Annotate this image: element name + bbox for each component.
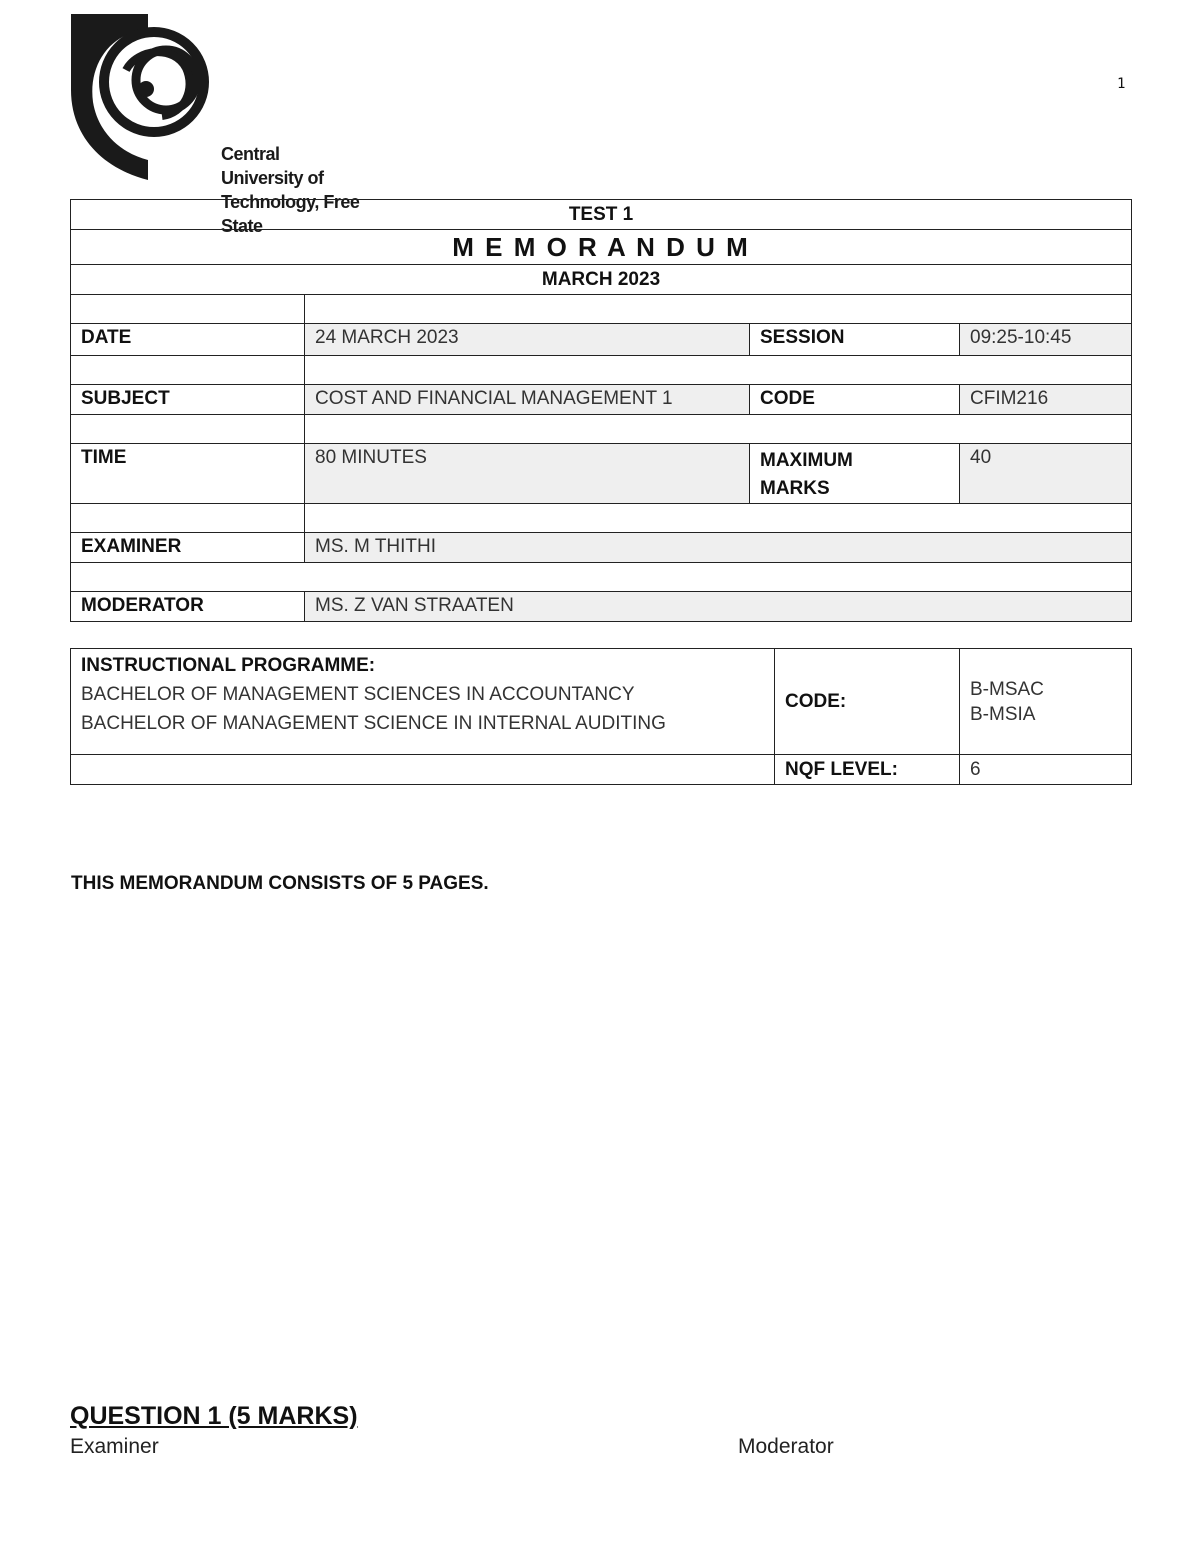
nqf-level-label: NQF LEVEL: bbox=[775, 755, 960, 785]
spacer-cell bbox=[71, 563, 1132, 592]
moderator-label: MODERATOR bbox=[71, 592, 305, 622]
spacer-cell bbox=[71, 295, 305, 324]
nqf-level-value: 6 bbox=[960, 755, 1132, 785]
subject-value: COST AND FINANCIAL MANAGEMENT 1 bbox=[305, 385, 750, 415]
spacer-cell bbox=[71, 504, 305, 533]
programme-code-values bbox=[960, 649, 1132, 755]
spacer-cell bbox=[305, 295, 1132, 324]
subject-label: SUBJECT bbox=[71, 385, 305, 415]
programme-code-1: B-MSAC bbox=[970, 678, 1044, 700]
date-label: DATE bbox=[71, 324, 305, 356]
logo-line-2: Technology, Free State bbox=[221, 192, 360, 236]
date-value: 24 MARCH 2023 bbox=[305, 324, 750, 356]
logo-line-1: Central University of bbox=[221, 144, 324, 188]
footer-moderator: Moderator bbox=[738, 1435, 834, 1458]
spacer-cell bbox=[71, 415, 305, 444]
programme-line-1: BACHELOR OF MANAGEMENT SCIENCES IN ACCOUNTANCY bbox=[81, 684, 635, 705]
spacer-cell bbox=[305, 415, 1132, 444]
programme-cell bbox=[71, 649, 775, 755]
footer-examiner: Examiner bbox=[70, 1435, 159, 1458]
spacer-cell bbox=[305, 504, 1132, 533]
programme-code-2: B-MSIA bbox=[970, 703, 1036, 725]
university-logo bbox=[66, 10, 366, 236]
spacer-cell bbox=[305, 356, 1132, 385]
code-label: CODE bbox=[750, 385, 960, 415]
spacer-cell bbox=[71, 356, 305, 385]
month-title: MARCH 2023 bbox=[71, 265, 1132, 295]
max-marks-label-line-2: MARKS bbox=[760, 478, 830, 499]
max-marks-label bbox=[750, 444, 960, 504]
programme-title: INSTRUCTIONAL PROGRAMME: bbox=[81, 655, 376, 676]
session-value: 09:25-10:45 bbox=[960, 324, 1132, 356]
exam-header-table bbox=[70, 199, 1132, 622]
programme-code-label: CODE: bbox=[775, 649, 960, 755]
empty-cell bbox=[71, 755, 775, 785]
memorandum-title: M E M O R A N D U M bbox=[71, 230, 1132, 265]
page-number: 1 bbox=[1117, 76, 1126, 92]
programme-line-2: BACHELOR OF MANAGEMENT SCIENCE IN INTERNAL AUDITING bbox=[81, 713, 666, 734]
programme-table bbox=[70, 648, 1132, 785]
moderator-value: MS. Z VAN STRAATEN bbox=[305, 592, 1132, 622]
examiner-value: MS. M THITHI bbox=[305, 533, 1132, 563]
time-value: 80 MINUTES bbox=[305, 444, 750, 504]
time-label: TIME bbox=[71, 444, 305, 504]
session-label: SESSION bbox=[750, 324, 960, 356]
code-value: CFIM216 bbox=[960, 385, 1132, 415]
test-title: TEST 1 bbox=[71, 200, 1132, 230]
question-heading: QUESTION 1 (5 MARKS) bbox=[70, 1402, 358, 1430]
max-marks-label-line-1: MAXIMUM bbox=[760, 450, 853, 471]
page-count-note: THIS MEMORANDUM CONSISTS OF 5 PAGES. bbox=[71, 873, 489, 894]
examiner-label: EXAMINER bbox=[71, 533, 305, 563]
max-marks-value: 40 bbox=[960, 444, 1132, 504]
